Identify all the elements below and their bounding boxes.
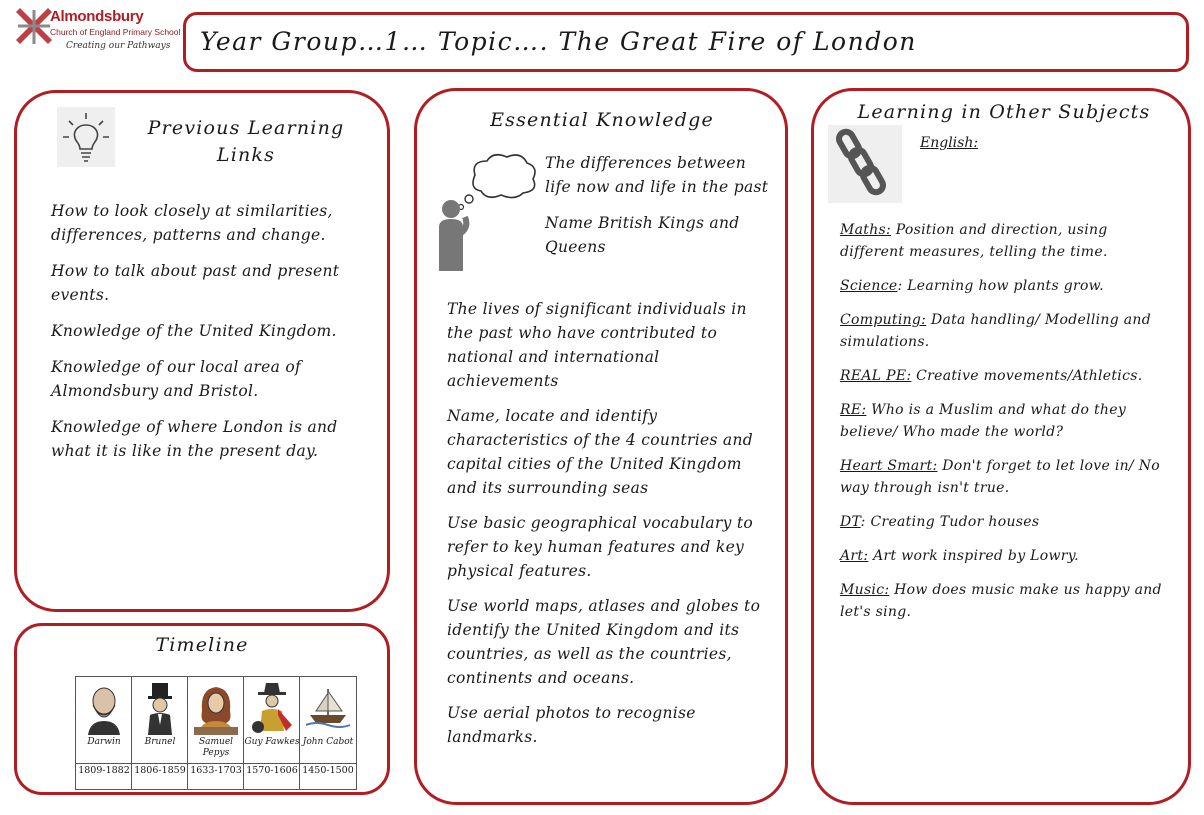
list-item — [840, 455, 1175, 499]
list-item — [840, 275, 1175, 297]
timeline-cell-cabot — [300, 677, 356, 789]
subject-label: Maths: — [840, 222, 892, 238]
timeline-name: Guy Fawkes — [244, 737, 300, 747]
fawkes-portrait-icon — [248, 681, 296, 735]
list-item — [840, 309, 1175, 353]
subject-text: How does music make us happy and let's sing. — [840, 582, 1162, 620]
subject-label: REAL PE: — [840, 368, 912, 384]
other-subjects-heading: Learning in Other Subjects — [857, 101, 1151, 123]
subject-text: Don't forget to let love in/ No way through isn't true. — [840, 458, 1160, 496]
list-item: Knowledge of the United Kingdom. — [51, 322, 337, 340]
subject-label: Computing: — [840, 312, 927, 328]
timeline-dates: 1450-1500 — [300, 763, 356, 777]
subject-label: RE: — [840, 402, 867, 418]
subject-text: Art work inspired by Lowry. — [868, 548, 1079, 564]
subject-text: Position and direction, using different measures, telling the time. — [840, 222, 1108, 260]
subject-text: Who is a Muslim and what do they believe/ Who made the world? — [840, 402, 1127, 440]
previous-learning-heading: Previous Learning Links — [147, 117, 345, 166]
other-subjects-list — [840, 219, 1175, 635]
timeline-dates: 1806-1859 — [132, 763, 188, 777]
timeline-cell-brunel — [132, 677, 188, 789]
logo-name: Almondsbury — [50, 8, 144, 25]
school-logo — [14, 6, 181, 68]
timeline-name: Brunel — [144, 737, 176, 747]
list-item: How to talk about past and present events. — [51, 262, 340, 304]
subject-label: Heart Smart: — [840, 458, 938, 474]
timeline-name: John Cabot — [302, 737, 354, 747]
previous-learning-list — [51, 199, 361, 475]
list-item — [840, 219, 1175, 263]
list-item: Knowledge of where London is and what it is like in the present day. — [51, 418, 338, 460]
timeline-dates: 1633-1703 — [188, 763, 244, 777]
darwin-portrait-icon — [80, 681, 128, 735]
ship-icon — [304, 681, 352, 735]
list-item: The differences between life now and life in the past — [545, 154, 769, 196]
essential-knowledge-list — [447, 297, 772, 760]
list-item: Use basic geographical vocabulary to refer to key human features and key physical features. — [447, 514, 754, 580]
subject-label: Science — [840, 278, 898, 294]
essential-knowledge-panel — [414, 88, 788, 805]
logo-subtitle: Church of England Primary School — [50, 27, 181, 37]
timeline-cell-fawkes — [244, 677, 300, 789]
timeline-name: Samuel Pepys — [198, 737, 234, 758]
subject-text: Creative movements/Athletics. — [911, 368, 1143, 384]
list-item: Name, locate and identify characteristics of the 4 countries and capital cities of the United Kingdom and its surrounding seas — [447, 407, 753, 497]
list-item: The lives of significant individuals in the past who have contributed to national and international achievements — [447, 300, 747, 390]
page-title: Year Group…1… Topic…. The Great Fire of London — [200, 27, 917, 56]
subject-text: : Learning how plants grow. — [897, 278, 1105, 294]
lightbulb-icon — [57, 107, 115, 167]
timeline-table — [75, 676, 357, 790]
list-item: Name British Kings and Queens — [545, 214, 740, 256]
list-item: Use aerial photos to recognise landmarks. — [447, 704, 696, 746]
subject-text: : Creating Tudor houses — [860, 514, 1040, 530]
cross-logo-icon — [14, 6, 54, 48]
previous-learning-panel — [14, 90, 390, 612]
other-subjects-panel — [811, 88, 1191, 805]
title-box — [183, 12, 1189, 72]
timeline-name: Darwin — [87, 737, 121, 747]
list-item — [840, 399, 1175, 443]
essential-knowledge-top-list — [545, 151, 770, 271]
thinking-person-icon — [435, 147, 539, 271]
timeline-cell-darwin — [76, 677, 132, 789]
subject-label: Art: — [840, 548, 869, 564]
list-item — [840, 545, 1175, 567]
list-item — [840, 511, 1175, 533]
list-item — [840, 579, 1175, 623]
subject-label: Music: — [840, 582, 890, 598]
list-item — [840, 365, 1175, 387]
timeline-panel — [14, 623, 390, 795]
brunel-portrait-icon — [136, 681, 184, 735]
timeline-dates: 1570-1606 — [244, 763, 300, 777]
timeline-dates: 1809-1882 — [76, 763, 132, 777]
essential-knowledge-heading: Essential Knowledge — [490, 109, 714, 131]
timeline-heading: Timeline — [155, 634, 249, 656]
list-item: How to look closely at similarities, differences, patterns and change. — [51, 202, 333, 244]
list-item: Knowledge of our local area of Almondsbury and Bristol. — [51, 358, 302, 400]
logo-tagline: Creating our Pathways — [66, 41, 171, 51]
timeline-cell-pepys — [188, 677, 244, 789]
subject-label: DT — [840, 514, 861, 530]
pepys-portrait-icon — [192, 681, 240, 735]
chain-link-icon — [828, 125, 902, 203]
subject-text: Data handling/ Modelling and simulations. — [840, 312, 1151, 350]
list-item: Use world maps, atlases and globes to identify the United Kingdom and its countries, as well as the countries, continents and oceans. — [447, 597, 761, 687]
english-label: English: — [920, 135, 979, 151]
